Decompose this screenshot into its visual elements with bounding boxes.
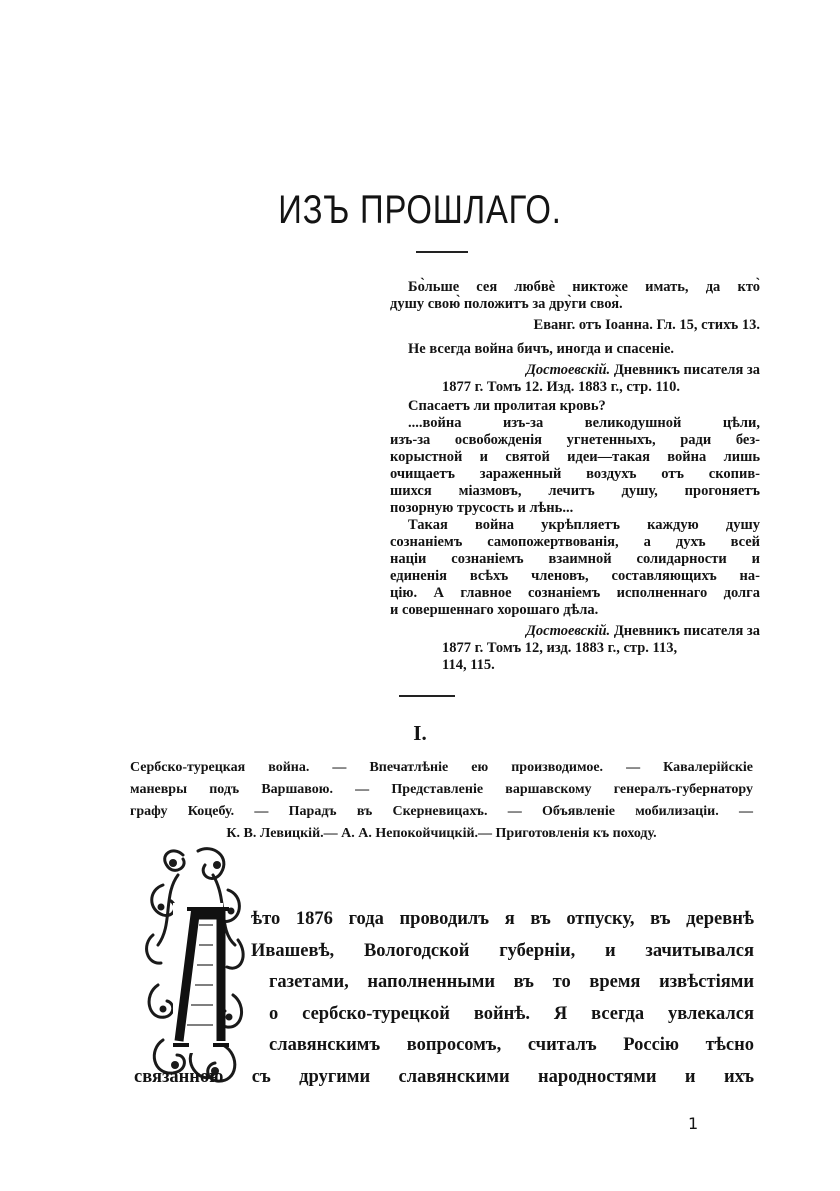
epigraph-line: націи сознаніемъ взаимной солидарности и [390, 551, 760, 567]
epigraph-line: ....война изъ-за великодушной цѣли, [408, 415, 760, 431]
body-line: связанною съ другими славянскими народностями и ихъ [134, 1066, 754, 1087]
epigraph-2 [390, 341, 760, 396]
source-title: Дневникъ писателя за [610, 362, 760, 378]
epigraph-divider [399, 695, 455, 697]
epigraph-line: позорную трусость и лѣнь... [390, 500, 574, 516]
title-divider [416, 251, 468, 253]
source-title: Дневникъ писателя за [610, 623, 760, 639]
body-text [134, 904, 754, 1093]
epigraph-line: единенія всѣхъ членовъ, составляющихъ на- [390, 568, 760, 584]
epigraph-3 [390, 398, 760, 674]
epigraph-line: Не всегда война бичъ, иногда и спасеніе. [408, 341, 675, 357]
epigraph-source-detail: 1877 г. Томъ 12. Изд. 1883 г., стр. 110. [442, 379, 681, 395]
summary-line: К. В. Левицкій.— А. А. Непокойчицкій.— Приготовленія къ походу. [226, 826, 657, 841]
summary-line: маневры подъ Варшавою. — Представленіе варшавскому генералъ-губернатору [130, 782, 753, 797]
page-number: 1 [688, 1114, 699, 1133]
summary-line: графу Коцебу. — Парадъ въ Скерневицахъ. — Объявленіе мобилизаціи. — [130, 804, 753, 819]
epigraph-source [390, 362, 760, 379]
epigraph-source-detail: 114, 115. [442, 657, 495, 673]
chapter-number: I. [413, 721, 427, 745]
body-line: ѣто 1876 года проводилъ я въ отпуску, въ деревнѣ [251, 909, 754, 929]
summary-line: Сербско-турецкая война. — Впечатлѣніе ею производимое. — Кавалерійскіе [130, 760, 753, 775]
epigraph-line: Такая война укрѣпляетъ каждую душу [408, 517, 760, 533]
body-line: славянскимъ вопросомъ, считалъ Россію тѣсно [269, 1035, 754, 1055]
source-author: Достоевскій. [526, 623, 611, 639]
source-author: Достоевскій. [526, 362, 611, 378]
epigraph-line: очищаетъ зараженный воздухъ отъ скопив- [390, 466, 760, 482]
epigraph-source-detail: 1877 г. Томъ 12, изд. 1883 г., стр. 113, [442, 640, 678, 656]
epigraph-source: Еванг. отъ Іоанна. Гл. 15, стихъ 13. [533, 317, 760, 333]
body-line: газетами, наполненными въ то время извѣстіями [269, 972, 754, 992]
epigraph-line: и совершеннаго хорошаго дѣла. [390, 602, 599, 618]
epigraph-line: корыстной и святой идеи—такая война лишь [390, 449, 760, 465]
chapter-summary [130, 757, 753, 845]
epigraph-source [390, 623, 760, 640]
epigraph-line: Спасаетъ ли пролитая кровь? [408, 398, 606, 414]
epigraph-line: цію. А главное сознаніемъ исполненнаго долга [390, 585, 760, 601]
epigraph-line: сознаніемъ самопожертвованія, а духъ всей [390, 534, 760, 550]
page-title: ИЗЪ ПРОШЛАГО. [278, 188, 562, 232]
body-line: о сербско-турецкой войнѣ. Я всегда увлекался [269, 1003, 754, 1024]
epigraph-line: изъ-за освобожденія угнетенныхъ, ради без- [390, 432, 760, 448]
epigraph-line: душу свою̀ положитъ за дру̀ги своя̀. [390, 296, 623, 312]
epigraph-line: шихся міазмовъ, лечитъ душу, прогоняетъ [390, 483, 760, 499]
epigraph-line: Бо̀льше сея любвѐ никтоже имать, да кто̀ [408, 279, 760, 295]
epigraph-1 [390, 279, 760, 334]
body-line: Ивашевѣ, Вологодской губерніи, и зачитывался [251, 940, 754, 961]
